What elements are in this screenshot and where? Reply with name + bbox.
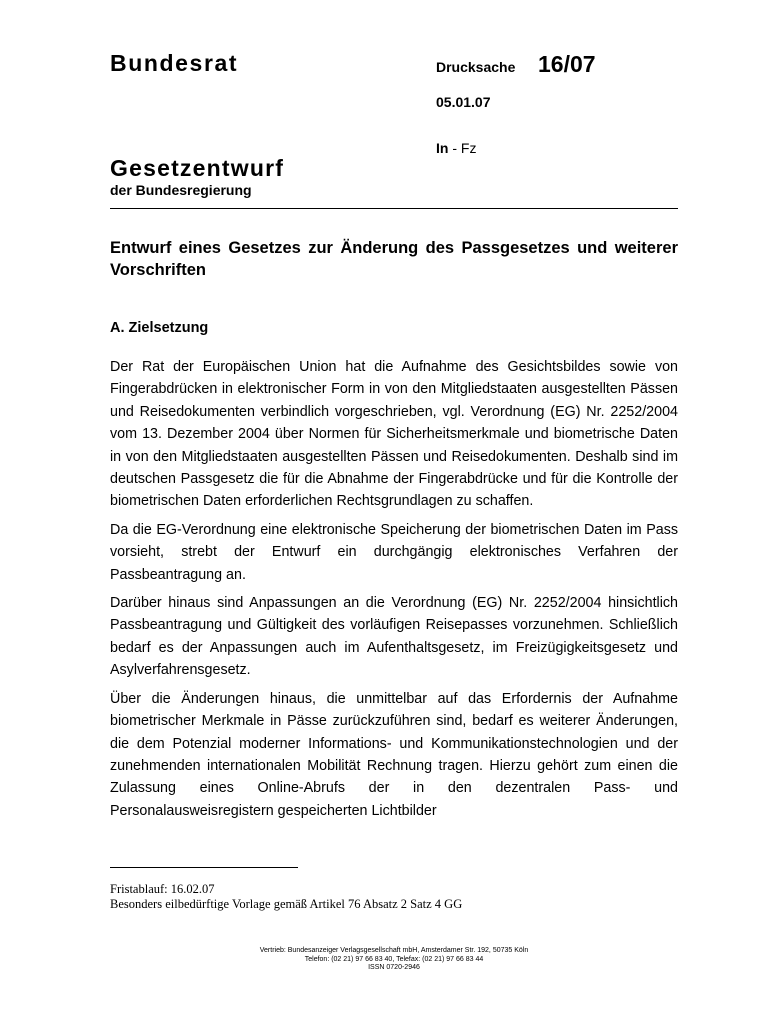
header-divider (110, 208, 678, 209)
section-body (110, 356, 678, 828)
drucksache-label: Drucksache (436, 59, 516, 75)
document-date: 05.01.07 (436, 94, 491, 110)
footnote-divider (110, 867, 298, 868)
footnote-urgency: Besonders eilbedürftige Vorlage gemäß Artikel 76 Absatz 2 Satz 4 GG (110, 897, 463, 911)
committee-primary: In (436, 140, 449, 156)
paragraph: Darüber hinaus sind Anpassungen an die Verordnung (EG) Nr. 2252/2004 hinsichtlich Passbeantragung und Gültigkeit des vorläufigen Reisepasses vorzunehmen. Schließlich bedarf es der Anpassungen auch im Aufenthaltsgesetz, im Freizügigkeitsgesetz und Asylverfahrensgesetz. (110, 595, 678, 679)
paragraph: Der Rat der Europäischen Union hat die Aufnahme des Gesichtsbildes sowie von Fingerabdrücken in elektronischer Form in von den Mitgliedstaaten ausgestellten Pässen und Reisedokumenten verbindlich vorgeschrieben, vgl. Verordnung (EG) Nr. 2252/2004 vom 13. Dezember 2004 über Normen für Sicherheitsmerkmale und biometrische Daten in von den Mitgliedstaaten ausgestellten Pässen und Reisedokumenten. Deshalb sind im deutschen Passgesetz die für die Abnahme der Fingerabdrücke und für die Kontrolle der biometrischen Daten erforderlichen Rechtsgrundlagen zu schaffen. (110, 359, 678, 510)
paragraph: Über die Änderungen hinaus, die unmittelbar auf das Erfordernis der Aufnahme biometrischer Merkmale in Pässe zurückzuführen sind, bedarf es weiterer Änderungen, die dem Potenzial moderner Informations- und Kommunikationstechnologien und der zunehmenden internationalen Mobilität Rechnung tragen. Hierzu gehört zum einen die Zulassung eines Online-Abrufs der in den dezentralen Pass- und Personalausweisregistern gespeicherten Lichtbilder (110, 690, 678, 819)
publisher-imprint (110, 947, 678, 973)
paragraph: Da die EG-Verordnung eine elektronische Speicherung der biometrischen Daten im Pass vorsieht, strebt der Entwurf ein durchgängig elektronisches Verfahren der Passbeantragung an. (110, 521, 678, 583)
committee-line (436, 140, 476, 156)
imprint-contact: Telefon: (02 21) 97 66 83 40, Telefax: (02 21) 97 66 83 44 (304, 955, 484, 963)
document-type: Gesetzentwurf (110, 155, 285, 181)
committee-secondary: Fz (460, 140, 477, 156)
footnote (110, 882, 462, 912)
imprint-distribution: Vertrieb: Bundesanzeiger Verlagsgesellschaft mbH, Amsterdamer Str. 192, 50735 Köln (259, 947, 529, 954)
organization-name: Bundesrat (110, 50, 239, 76)
footnote-deadline: Fristablauf: 16.02.07 (110, 882, 215, 896)
document-issuer: der Bundesregierung (110, 182, 252, 198)
drucksache-number: 16/07 (538, 51, 596, 77)
document-title: Entwurf eines Gesetzes zur Änderung des Passgesetzes und weiterer Vorschriften (110, 239, 678, 279)
imprint-issn: ISSN 0720-2946 (368, 964, 420, 971)
committee-separator: - (448, 140, 461, 156)
section-heading: A. Zielsetzung (110, 320, 209, 336)
